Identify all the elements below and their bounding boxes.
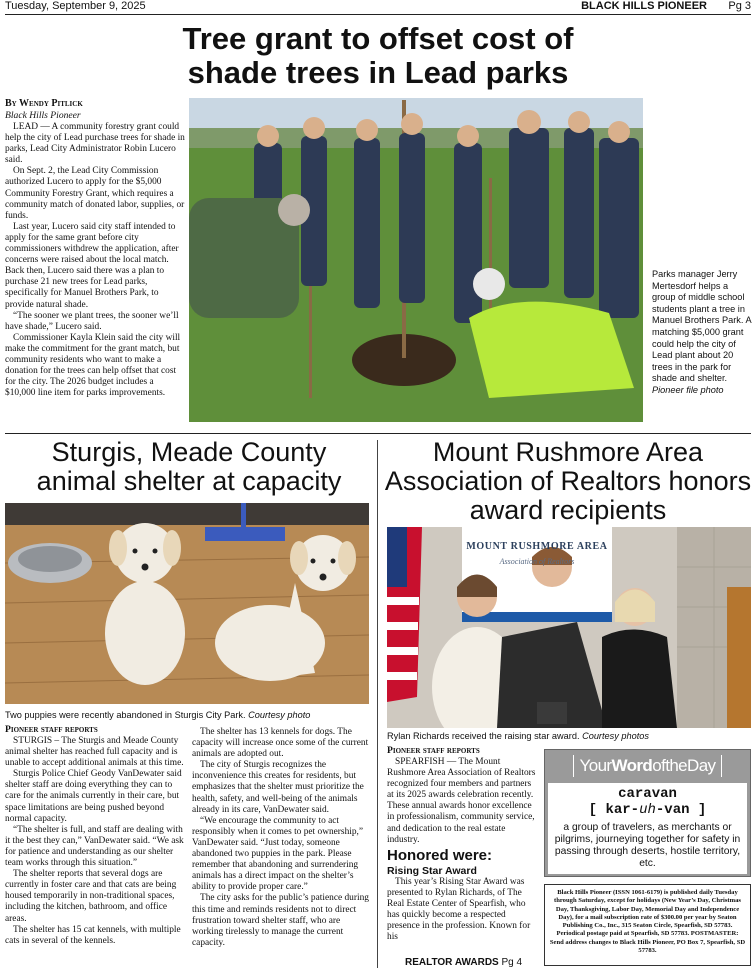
word-of-day-content <box>548 783 747 874</box>
word-of-day-pron-mid: uh <box>639 802 656 818</box>
story3-photo-caption <box>387 731 751 742</box>
paragraph: The city of Sturgis recognizes the inconvenience this creates for residents, but emphasizes that the shelter must prioritize the health, safety, and well-being of the animals already in its care, VanDewater said. <box>192 760 364 815</box>
paragraph: “The sooner we plant trees, the sooner we’ll have shade,” Lucero said. <box>5 310 179 332</box>
story3-jump-page: Pg 4 <box>501 957 523 968</box>
word-of-day-pron-close: -van ] <box>655 802 707 818</box>
story1-caption-credit: Pioneer file photo <box>652 384 724 395</box>
story3-text-column <box>387 745 537 943</box>
story3-headline-line2: Association of Realtors honors <box>384 466 752 496</box>
word-of-day-title-rest: oftheDay <box>652 756 716 775</box>
paragraph: The shelter has 13 kennels for dogs. The capacity will increase once some of the current animals are adopted out. <box>192 727 369 760</box>
page-header <box>5 0 751 12</box>
paragraph: This year’s Rising Star Award was presented to Rylan Richards, of The Real Estate Center of Spearfish, who has quickly become a respected presence in the profession. Known for his <box>387 876 531 943</box>
story2-col1-body <box>5 736 186 947</box>
story1-text-column <box>5 98 185 399</box>
story3-headline-line3: award recipients <box>469 495 667 525</box>
paragraph: The city asks for the public’s patience during this time and reminds residents not to direct frustration toward shelter staff, who are working tirelessly to manage the current capacity. <box>192 893 369 948</box>
story1-photo-tree-planting <box>189 98 643 422</box>
story2-col2-body <box>192 727 373 949</box>
story3-photo-award-recipients <box>387 527 751 728</box>
word-of-day-pronunciation <box>548 802 747 818</box>
paragraph: Sturgis Police Chief Geody VanDewater said shelter staff are doing everything they can to care for the animals currently in their care, but space limitations are being pushed beyond normal capacity. <box>5 769 182 824</box>
paragraph: STURGIS – The Sturgis and Meade County animal shelter has reached full capacity and is unable to accept additional animals at this time. <box>5 736 184 769</box>
publication-info-box <box>544 884 751 966</box>
word-of-day-box <box>544 749 751 877</box>
paragraph: LEAD — A community forestry grant could help the city of Lead purchase trees for shade in parks, Lead City Administrator Robin Lucero said. <box>5 122 185 166</box>
story1-headline <box>0 22 756 90</box>
word-of-day-definition: a group of travelers, as merchants or pilgrims, journeying together for safety in passing through deserts, hostile territory, etc. <box>554 822 741 869</box>
paragraph: Commissioner Kayla Klein said the city will make the commitment for the grant match, but community residents who want to make a donation for the trees can help offset that cost for the city. The 2026 budget includes a $10,000 line item for parks improvements. <box>5 332 181 399</box>
story1-photo-caption <box>652 269 753 397</box>
word-of-day-word: caravan <box>618 786 677 802</box>
paragraph: The shelter has 15 cat kennels, with multiple cats in several of the kennels. <box>5 924 181 946</box>
paragraph: Last year, Lucero said city staff intended to apply for the same grant before city commissioners withdrew the application, after concerns were raised about the local match. Back then, Lucero said there was a plan to purchase 21 new trees for Lead parks, specifically for Manuel Brothers Park, to provide natural shade. <box>5 221 179 310</box>
section-rule <box>5 433 751 434</box>
story3-headline-line1: Mount Rushmore Area <box>432 437 704 467</box>
story3-banner-title: MOUNT RUSHMORE AREA <box>466 541 608 552</box>
story3-subhead: Honored were: <box>387 846 493 864</box>
story3-body2 <box>387 877 537 944</box>
header-page-number: Pg 3 <box>728 0 751 12</box>
story1-outlet: Black Hills Pioneer <box>5 110 81 121</box>
paragraph: On Sept. 2, the Lead City Commission authorized Lucero to apply for the $5,000 Community Forestry Grant, which requires a community match of donated labor, supplies, or funds. <box>5 166 185 221</box>
story1-caption-text: Parks manager Jerry Mertesdorf helps a group of middle school students plant a tree in Manuel Brothers Park. A matching $5,000 grant could help the city of Lead plant about 20 trees in the park for shade and shelter. <box>652 269 752 384</box>
story2-col2 <box>192 727 373 949</box>
story3-caption-text: Rylan Richards received the raising star award. <box>387 731 580 741</box>
header-paper-name: BLACK HILLS PIONEER <box>581 0 707 12</box>
word-of-day-pron-open: [ kar- <box>588 802 640 818</box>
story2-photo-caption <box>5 710 375 721</box>
story3-banner-subtitle: Association of Realtors <box>499 557 575 566</box>
story2-photo-puppies <box>5 503 369 704</box>
story2-headline-line2: animal shelter at capacity <box>36 466 342 496</box>
story3-jump-line <box>405 957 522 969</box>
header-rule <box>5 14 751 15</box>
story3-body <box>387 757 537 846</box>
story1-headline-line1: Tree grant to offset cost of <box>182 21 574 56</box>
column-divider <box>377 440 378 968</box>
header-date: Tuesday, September 9, 2025 <box>5 0 146 12</box>
story3-headline <box>380 438 756 525</box>
story3-jump-label: REALTOR AWARDS <box>405 957 499 968</box>
story1-body <box>5 122 185 399</box>
story3-caption-credit: Courtesy photos <box>582 731 649 741</box>
story3-byline: Pioneer staff reports <box>387 745 480 756</box>
story3-subhead-rising-star: Rising Star Award <box>387 864 477 877</box>
story2-headline <box>0 438 378 496</box>
word-of-day-title <box>545 755 750 777</box>
word-of-day-title-word: Word <box>611 756 653 775</box>
word-of-day-title-your: Your <box>579 756 612 775</box>
publication-info-text: Black Hills Pioneer (ISSN 1061-6179) is published daily Tuesday through Saturday, except for holidays (New Year’s Day, Christmas Day, Thanksgiving, Labor Day, Memorial Day and Independence Day), for a mail subscription rate of $300.00 per year by Seaton Publishing Co., Inc., 315 Seaton Circle, Spearfish, SD 57783. Periodical postage paid at Spearfish, SD 57783. POSTMASTER: Send address changes to Black Hills Pioneer, PO Box 7, Spearfish, SD 57783. <box>549 889 746 955</box>
story2-headline-line1: Sturgis, Meade County <box>51 437 327 467</box>
story1-headline-line2: shade trees in Lead parks <box>187 55 569 90</box>
paragraph: The shelter reports that several dogs are currently in foster care and that cats are being housed temporarily in non-traditional spaces, including the kitchen, bathroom, and office areas. <box>5 869 177 924</box>
story2-caption-credit: Courtesy photo <box>248 710 311 720</box>
paragraph: SPEARFISH — The Mount Rushmore Area Association of Realtors recognized four members and partners at its 2025 awards celebration recently. These annual awards honor excellence in professionalism, community service, and dedication to the real estate industry. <box>387 757 536 845</box>
story2-caption-text: Two puppies were recently abandoned in Sturgis City Park. <box>5 710 246 720</box>
story2-byline: Pioneer staff reports <box>5 724 98 735</box>
story2-col1 <box>5 724 186 947</box>
paragraph: “The shelter is full, and staff are dealing with it the best they can,” VanDewater said. “We ask for patience and understanding as our shelter team works through this situation.” <box>5 824 184 869</box>
paragraph: “We encourage the community to act responsibly when it comes to pet ownership,” VanDewater said. “Just today, someone abandoned two puppies in the park. Please remember that abandoning and surrendering animals has a direct impact on the shelter’s ability to provide proper care.” <box>192 815 364 893</box>
story1-byline: By Wendy Pitlick <box>5 98 83 109</box>
